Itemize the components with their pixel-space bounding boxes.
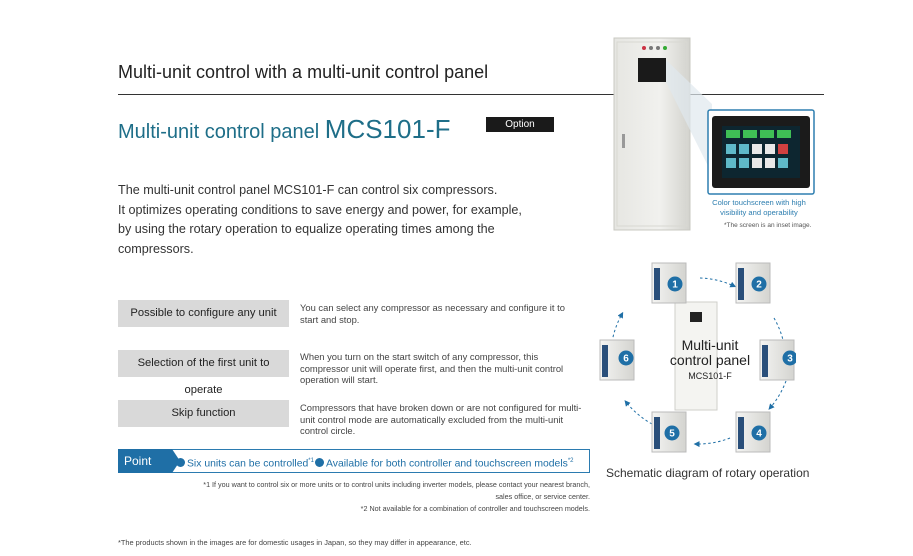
unit-number-3: 3 [787, 353, 793, 365]
compressor-unit-6 [600, 340, 634, 380]
bullet-icon [315, 458, 324, 467]
touchscreen-caption-line: visibility and operability [720, 208, 798, 217]
footnote-marker: *1 [308, 458, 314, 464]
touchscreen-caption [704, 198, 814, 218]
unit-number-6: 6 [623, 353, 629, 365]
compressor-unit-4 [736, 412, 770, 452]
description-line: by using the rotary operation to equalize operating times among the [118, 222, 495, 236]
touchscreen-caption-line: Color touchscreen with high [712, 198, 806, 207]
product-title [118, 114, 450, 145]
point-item-text: Six units can be controlled [187, 458, 309, 470]
description-line: compressors. [118, 241, 194, 256]
diagram-center-line: control panel [669, 352, 751, 368]
feature-label-configure: Possible to configure any unit [118, 300, 289, 327]
footnote-1-line2: sales office, or service center. [495, 492, 590, 501]
diagram-center-model: MCS101-F [688, 371, 732, 381]
section-title: Multi-unit control with a multi-unit control panel [118, 62, 489, 82]
point-item-text: Available for both controller and touchscreen models [326, 458, 568, 470]
diagram-center-line: Multi-unit [681, 337, 739, 353]
compressor-unit-2 [736, 263, 770, 303]
product-model: MCS101-F [324, 114, 451, 144]
diagram-center-label [655, 338, 765, 368]
point-item-both-models [315, 449, 574, 473]
inset-note: *The screen is an inset image. [724, 222, 812, 229]
feature-text-configure: You can select any compressor as necessary and configure it to start and stop. [300, 302, 565, 325]
point-tag: Point [124, 454, 152, 468]
footnote-1-line1: *1 If you want to control six or more units or to control units including inverter models, please contact your nearest branch, [203, 480, 590, 489]
footnote-marker: *2 [567, 458, 574, 464]
unit-number-4: 4 [756, 428, 762, 440]
footer-note: *The products shown in the images are for domestic usages in Japan, so they may differ in appearance, etc. [118, 538, 472, 547]
diagram-caption: Schematic diagram of rotary operation [606, 466, 810, 480]
option-badge: Option [486, 117, 554, 132]
unit-number-2: 2 [756, 279, 762, 291]
unit-number-1: 1 [672, 279, 678, 291]
bullet-icon [176, 458, 185, 467]
unit-number-5: 5 [669, 428, 675, 440]
feature-label-first-unit: Selection of the first unit to operate [118, 350, 289, 377]
feature-text-first-unit: When you turn on the start switch of any compressor, this compressor unit will operate first, and then the multi-unit control operation will start. [300, 351, 564, 385]
description [118, 181, 558, 259]
feature-text-skip: Compressors that have broken down or are not configured for multi-unit control mode are automatically excluded from the multi-unit control circle. [300, 402, 582, 436]
description-line: It optimizes operating conditions to save energy and power, for example, [118, 202, 522, 217]
feature-label-skip: Skip function [118, 400, 289, 427]
description-line: The multi-unit control panel MCS101-F can control six compressors. [118, 183, 498, 197]
footnote-2: *2 Not available for a combination of controller and touchscreen models. [360, 504, 590, 513]
product-title-name: Multi-unit control panel [118, 121, 325, 143]
compressor-unit-1 [652, 263, 686, 303]
point-item-six-units [176, 449, 314, 473]
